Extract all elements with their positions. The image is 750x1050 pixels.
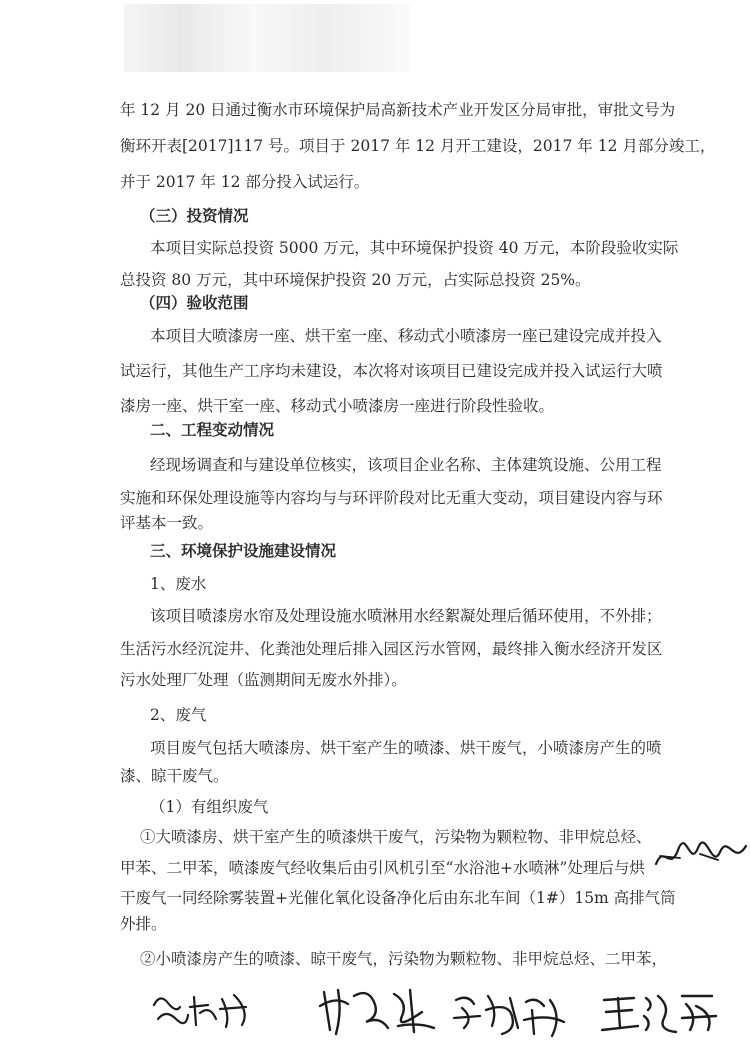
section-heading-facilities: 三、环境保护设施建设情况 xyxy=(150,542,337,560)
text-line: 年 12 月 20 日通过衡水市环境保护局高新技术产业开发区分局审批，审批文号为 xyxy=(120,101,676,119)
text-line: 干废气一同经除雾装置+光催化氧化设备净化后由东北车间（1#）15m 高排气筒 xyxy=(120,889,676,907)
subheading-wastewater: 1、废水 xyxy=(150,575,207,593)
text-line: 衡环开表[2017]117 号。项目于 2017 年 12 月开工建设，2017 年 12 月部分竣工， xyxy=(120,137,716,155)
text-line: 污水处理厂处理（监测期间无废水外排）。 xyxy=(120,671,407,689)
text-line: 本项目实际总投资 5000 万元，其中环境保护投资 40 万元，本阶段验收实际 xyxy=(150,239,679,257)
signature-right xyxy=(650,838,750,878)
text-line: 项目废气包括大喷漆房、烘干室产生的喷漆、烘干废气，小喷漆房产生的喷 xyxy=(150,739,662,757)
subheading-organized-exhaust: （1）有组织废气 xyxy=(150,798,269,816)
text-line: 本项目大喷漆房一座、烘干室一座、移动式小喷漆房一座已建设完成并投入 xyxy=(150,327,662,345)
text-line: 外排。 xyxy=(120,915,167,933)
text-line: 该项目喷漆房水帘及处理设施水喷淋用水经絮凝处理后循环使用，不外排； xyxy=(150,607,662,625)
text-line: 并于 2017 年 12 部分投入试运行。 xyxy=(120,173,370,191)
signature-1 xyxy=(150,985,260,1035)
subheading-exhaust: 2、废气 xyxy=(150,706,207,724)
redacted-header xyxy=(124,4,410,72)
text-line: 生活污水经沉淀井、化粪池处理后排入园区污水管网，最终排入衡水经济开发区 xyxy=(120,640,663,658)
text-line: 总投资 80 万元，其中环境保护投资 20 万元，占实际总投资 25%。 xyxy=(120,271,591,289)
section-heading-investment: （三）投资情况 xyxy=(140,207,249,225)
text-line: ②小喷漆房产生的喷漆、晾干废气，污染物为颗粒物、非甲烷总烃、二甲苯， xyxy=(140,950,668,968)
section-heading-scope: （四）验收范围 xyxy=(140,294,249,312)
text-line: 经现场调查和与建设单位核实，该项目企业名称、主体建筑设施、公用工程 xyxy=(150,456,662,474)
text-line: ①大喷漆房、烘干室产生的喷漆烘干废气，污染物为颗粒物、非甲烷总烃、 xyxy=(140,828,652,846)
text-line: 漆、晾干废气。 xyxy=(120,767,229,785)
signature-2 xyxy=(318,982,438,1040)
text-line: 实施和环保处理设施等内容均与与环评阶段对比无重大变动，项目建设内容与环 xyxy=(120,489,663,507)
signature-3 xyxy=(452,988,572,1042)
section-heading-changes: 二、工程变动情况 xyxy=(150,421,275,439)
text-line: 漆房一座、烘干室一座、移动式小喷漆房一座进行阶段性验收。 xyxy=(120,397,555,415)
text-line: 评基本一致。 xyxy=(120,514,214,532)
text-line: 试运行，其他生产工序均未建设，本次将对该项目已建设完成并投入试运行大喷 xyxy=(120,362,663,380)
text-line: 甲苯、二甲苯，喷漆废气经收集后由引风机引至“水浴池+水喷淋”处理后与烘 xyxy=(120,859,645,877)
signature-4 xyxy=(600,986,720,1040)
